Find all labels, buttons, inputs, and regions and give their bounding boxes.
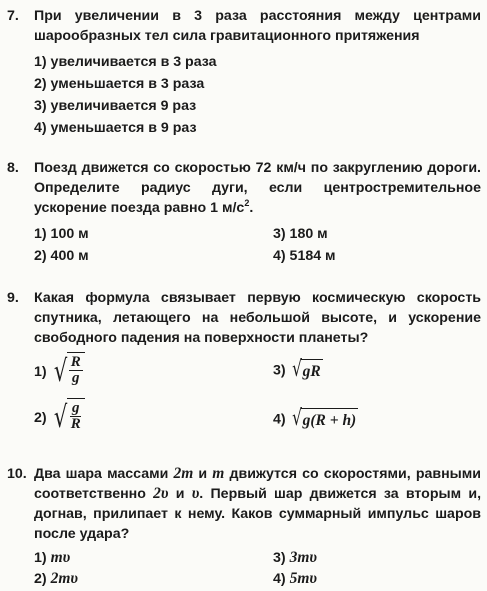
sqrt-sign: √ $\frac{g}{R}$ xyxy=(51,398,85,438)
fraction: $\frac{R}{g}$ xyxy=(70,354,81,386)
q8-option-4[interactable]: 4) 5184 м xyxy=(273,248,336,264)
q7-option-4[interactable]: 4) уменьшается в 9 раз xyxy=(34,120,197,136)
question-number: 9. xyxy=(7,290,19,306)
question-text-end: . xyxy=(249,200,254,216)
q8-option-1[interactable]: 1) 100 м xyxy=(34,226,89,242)
question-number: 8. xyxy=(7,160,19,176)
question-text xyxy=(34,158,481,219)
option-number: 4) xyxy=(273,411,286,428)
question-7 xyxy=(7,6,481,46)
q9-option-4[interactable] xyxy=(273,408,358,431)
option-number: 3) xyxy=(273,362,286,379)
q7-option-1[interactable]: 1) увеличивается в 3 раза xyxy=(34,54,217,70)
q8-option-2[interactable]: 2) 400 м xyxy=(34,248,89,264)
option-number: 2) xyxy=(34,409,47,426)
question-text: Какая формула связывает первую космическую скорость спутника, летающего на небольшой высоте, и ускорение свободного падения на поверхности планеты? xyxy=(34,290,481,346)
fraction: $\frac{g}{R}$ xyxy=(70,400,81,432)
q9-option-1[interactable] xyxy=(34,352,85,392)
question-10 xyxy=(7,464,481,544)
question-text-main: Поезд движется со скоростью 72 км/ч по закруглению дороги. Определите радиус дуги, если центростремительное ускорение поезда равно 1 м/с xyxy=(34,160,481,216)
question-number: 7. xyxy=(7,8,19,24)
q10-option-2[interactable]: 2) 2mυ xyxy=(34,570,78,587)
q7-option-3[interactable]: 3) увеличивается 9 раз xyxy=(34,98,197,114)
q10-option-1[interactable]: 1) mυ xyxy=(34,549,71,566)
q9-option-3[interactable] xyxy=(273,359,323,382)
superscript: 2 xyxy=(244,198,250,208)
question-number: 10. xyxy=(7,466,27,482)
q8-option-3[interactable]: 3) 180 м xyxy=(273,226,328,242)
q9-option-2[interactable] xyxy=(34,398,85,438)
sqrt-sign: √ $\frac{R}{g}$ xyxy=(51,352,85,392)
q10-option-4[interactable]: 4) 5mυ xyxy=(273,570,317,587)
q10-option-3[interactable]: 3) 3mυ xyxy=(273,549,317,566)
sqrt-sign: √ gR xyxy=(291,357,321,382)
question-8 xyxy=(7,158,481,219)
question-9 xyxy=(7,288,481,348)
question-text: Два шара массами 2m и m движутся со скоростями, равными соответственно 2υ и υ. Первый шар движется за вторым и, догнав, прилипает к нему. Каков суммарный импульс шаров после удара? xyxy=(34,465,482,542)
option-number: 1) xyxy=(34,363,47,380)
sqrt-sign: √ g(R + h) xyxy=(291,406,357,431)
q7-option-2[interactable]: 2) уменьшается в 3 раза xyxy=(34,76,205,92)
question-text: При увеличении в 3 раза расстояния между центрами шарообразных тел сила гравитационного притяжения xyxy=(34,8,481,44)
